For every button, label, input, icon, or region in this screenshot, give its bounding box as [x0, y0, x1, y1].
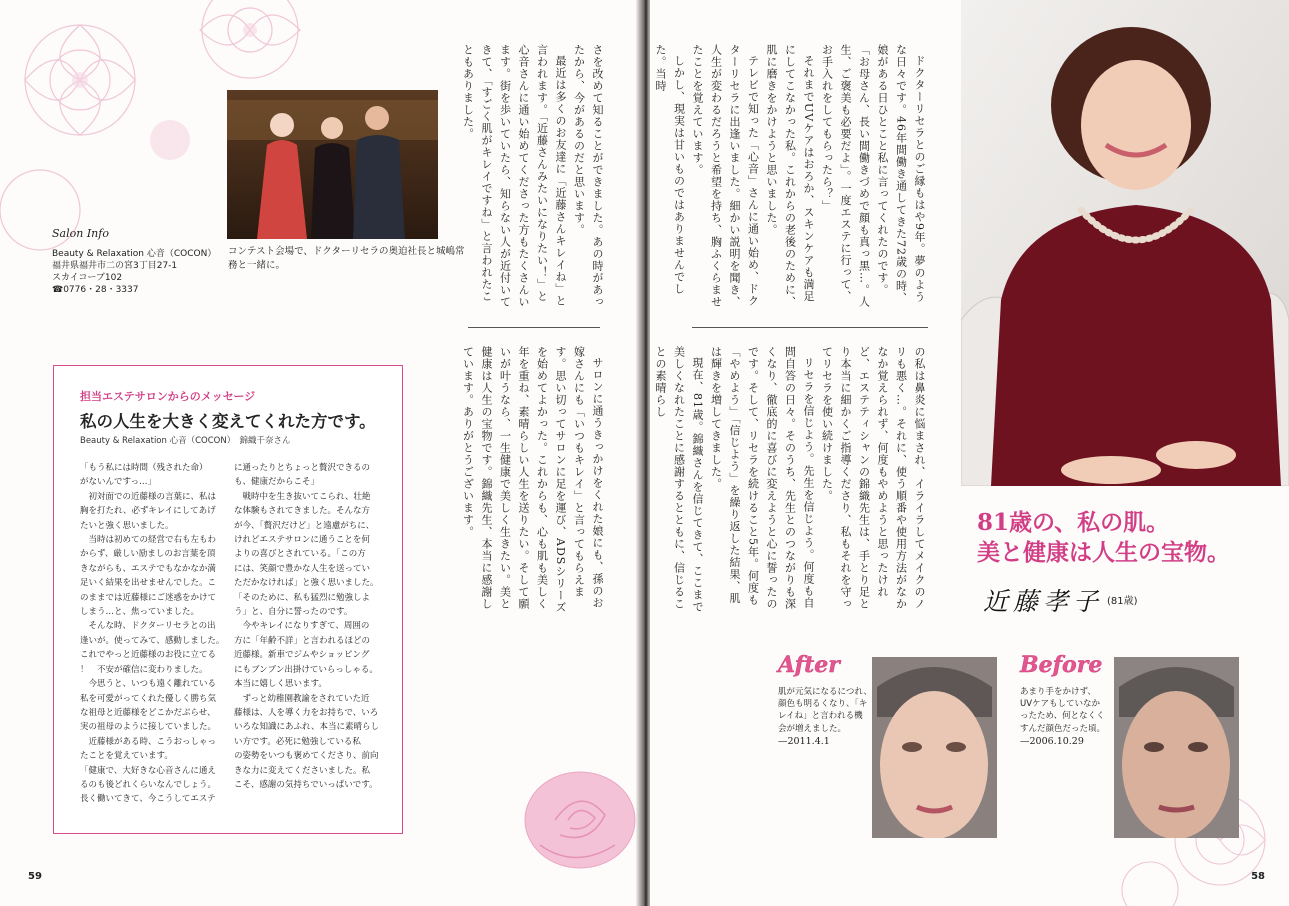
article-paragraph: リセラを信じよう。先生を信じよう。何度も自問自答の日々。そのうち、先生とのつながりも深くなり、徹底的に喜びに変えようと心に誓ったのです。そして、リセラを続けること5年。何度も「やめよう」「信じよう」を繰り返した結果、肌は輝きを増してきました。	[709, 346, 815, 610]
article-column-top-right	[654, 44, 928, 314]
message-line: 胸を打たれ、必ずキレイにしてあげ	[80, 506, 216, 517]
message-column-2	[234, 461, 386, 792]
message-line: には、笑顔で豊かな人生を送ってい	[234, 563, 371, 574]
salon-info	[52, 228, 216, 296]
article-paragraph: の私は鼻炎に悩まされ、イライラしてメイクのノリも悪く…。それに、使う順番や使用方法がなかなか覚えられず、何度もやめようと思ったけれど、エステティシャンの錦織先生は、手とり足とり本当に細かくご指導くださり、私もそれを守ってリセラを使い続けました。	[820, 346, 926, 610]
before-date: —2006.10.29	[1020, 736, 1084, 747]
after-text-line: 会が増えました。	[778, 723, 847, 734]
message-line: 藤様は、人を導く力をお持ちで、いろ	[234, 707, 379, 718]
message-author: Beauty & Relaxation 心音（COCON） 錦織千奈さん	[80, 436, 291, 446]
message-line: たいと強く思いました。	[80, 520, 174, 531]
message-line: も、健康だからこそ」	[234, 477, 320, 488]
message-line: のままでは近藤様にご迷惑をかけて	[80, 592, 217, 603]
column-divider	[692, 327, 928, 328]
contest-group-photo	[227, 90, 438, 239]
article-paragraph: ドクターリセラとのご縁もはや9年。夢のような日々です。46年間働き通してきた72歳の時、娘がある日ひとこと私に言ってくれたのです。「お母さん、長い間働きづめで顔も真っ黒…。人生、ご褒美も必要だよ」。一度エステに行って、お手入れをしてもらったら？」	[820, 44, 926, 308]
message-title: 私の人生を大きく変えてくれた方です。	[80, 412, 376, 431]
message-line: 「そのために、私も猛烈に勉強しよ	[234, 592, 371, 603]
before-face-photo	[1114, 657, 1239, 838]
headline-line: 81歳の、私の肌。	[977, 509, 1170, 536]
age-label: (81歳)	[1107, 596, 1138, 607]
message-line: ずっと幼稚園教諭をされていた近	[242, 693, 370, 704]
message-line: 初対面での近藤様の言葉に、私は	[88, 491, 217, 502]
message-line: い方です。必死に勉強している私	[234, 736, 361, 747]
message-line: な体験もされてきました。そんな方	[234, 506, 371, 517]
message-line: これでやっと近藤様のお役に立てる	[80, 650, 217, 661]
message-line: よりの喜びとされている。「この方	[234, 549, 366, 560]
before-label: Before	[1020, 652, 1103, 678]
message-line: ただかなければ」と強く思いました。	[234, 578, 379, 589]
article-paragraph: 現在、81歳。錦織さんを信じてきて、ここまで美しくなれたことに感謝するとともに、信じることの素晴らし	[654, 346, 704, 613]
salon-message-box	[53, 365, 403, 834]
article-paragraph: それまでUVケアはおろか、スキンケアも満足にしてこなかった私。これからの老後のために、肌に磨きをかけようと思いました。	[765, 44, 815, 308]
left-page	[0, 0, 640, 906]
message-line: るのも後どれくらいなんでしょう。	[80, 779, 217, 790]
article-column-bottom-left	[458, 346, 606, 616]
column-divider	[468, 327, 600, 328]
message-line: 「健康で、大好きな心音さんに通え	[80, 765, 216, 776]
message-line: が今、「贅沢だけど」と遠慮がちに、	[234, 520, 375, 531]
message-line: たことを覚えています。	[80, 751, 173, 762]
message-line: けれどエステサロンに通うことを何	[234, 535, 370, 546]
before-text-line: すんだ顔色だった頃。	[1020, 723, 1106, 734]
after-description	[778, 686, 872, 735]
message-line: 実の祖母のように接していました。	[80, 722, 217, 733]
message-line: しまう…と、焦っていました。	[80, 607, 200, 618]
after-date: —2011.4.1	[778, 736, 830, 747]
before-text-line: UVケアもしていなか	[1020, 699, 1101, 710]
article-paragraph: しかし、現実は甘いものではありませんでした。当時	[654, 44, 686, 295]
before-text-line: あまり手をかけず、	[1020, 687, 1096, 697]
salon-info-line: ☎0776・28・3337	[52, 285, 139, 295]
message-line: う」と、自分に誓ったのです。	[234, 607, 353, 618]
message-line: 近藤様がある時、こうおっしゃっ	[88, 736, 217, 747]
salon-info-line: 福井県福井市二の宮3丁目27-1	[52, 261, 178, 271]
message-line: な祖母と近藤様をどこかだぶらせ、	[80, 707, 216, 718]
message-line: きな力に変えてくださいました。私	[234, 765, 371, 776]
after-face-photo	[872, 657, 997, 838]
message-line: 当時は初めての経営で右も左もわ	[88, 535, 217, 546]
portrait-photo	[961, 0, 1289, 486]
message-line: 今思うと、いつも遠く離れている	[88, 679, 217, 690]
article-paragraph: さを改めて知ることができました。あの時があったから、今があるのだと思います。	[572, 44, 604, 308]
headline-line: 美と健康は人生の宝物。	[977, 539, 1230, 566]
message-line: 本当に嬉しく思います。	[234, 679, 327, 690]
message-line: 逢いが。使ってみて、感動しました。	[80, 635, 225, 646]
article-column-top-left	[458, 44, 606, 314]
photo-caption-line: コンテスト会場で、ドクターリセラの奥迫社長と城嶋常	[228, 246, 465, 257]
message-line: 近藤様。新車でジムやショッピング	[234, 650, 370, 661]
handwritten-signature: 近藤孝子	[983, 587, 1104, 616]
message-line: そんな時、ドクターリセラとの出	[88, 621, 216, 632]
message-line: こそ、感謝の気持ちでいっぱいです。	[234, 779, 378, 790]
message-line: がないんですっ…」	[80, 477, 156, 488]
page-number: 58	[1251, 871, 1265, 882]
message-line: からず、厳しい励ましのお言葉を頂	[80, 549, 216, 560]
message-line: に通ったりとちょっと贅沢できるの	[234, 463, 371, 473]
message-line: 足いく結果を出せませんでした。こ	[80, 578, 217, 589]
headline	[977, 508, 1230, 568]
article-paragraph: 最近は多くのお友達に「近藤さんキレイね」と言われます。「近藤さんみたいになりたい！」と心音さんに通い始めてくださった方もたくさんいます。街を歩いていたら、知らない人が近付いてきて、「すごく肌がキレイですね」と言われたこともありました。	[461, 44, 567, 308]
salon-info-title: Salon Info	[52, 227, 109, 240]
salon-info-line: スカイコーブ102	[52, 273, 123, 283]
after-text-line: レイね」と言われる機	[778, 711, 863, 722]
page-number: 59	[28, 871, 42, 882]
before-text-line: ったため、何となくく	[1020, 711, 1105, 722]
right-page	[650, 0, 1289, 906]
after-text-line: 肌が元気になるにつれ、	[778, 687, 872, 697]
article-paragraph: サロンに通うきっかけをくれた娘にも、孫のお嫁さんにも「いつもキレイ」と言ってもらえます。思い切ってサロンに足を運び、ADSシリーズを始めてよかった。これからも、心も肌も美しく年を重ね、素晴らしい人生を送りたい。そして願いが叶うなら、一生健康で美しく生きたい。美と健康は人生の宝物です。錦織先生、本当に感謝しています。ありがとうございます。	[461, 346, 604, 614]
message-line: にもブンブン出掛けていらっしゃる。	[234, 664, 378, 675]
message-heading: 担当エステサロンからのメッセージ	[80, 390, 256, 403]
message-line: ！ 不安が確信に変わりました。	[80, 664, 208, 675]
after-label: After	[778, 652, 840, 678]
photo-caption-line: 務と一緒に。	[228, 260, 286, 271]
message-line: 戦時中を生き抜いてこられ、壮絶	[242, 491, 371, 502]
message-line: きながらも、エステでもなかなか満	[80, 563, 216, 574]
message-line: 私を可愛がってくれた優しく勝ち気	[80, 693, 217, 704]
rose-icon	[500, 750, 640, 900]
message-line: いろな知識にあふれ、本当に素晴らし	[234, 722, 380, 733]
article-paragraph: テレビで知った「心音」さんに通い始め、ドクターリセラに出逢いました。細かい説明を聞き、人生が変わるだろうと希望を持ち、胸ふくらませたことを覚えています。	[691, 44, 760, 308]
after-text-line: 顔色も明るくなり、「キ	[778, 699, 868, 710]
message-line: 方に「年齢不詳」と言われるほどの	[234, 635, 371, 646]
message-line: 今やキレイになりすぎて、周囲の	[242, 621, 370, 632]
before-description	[1020, 686, 1105, 735]
message-line: 長く働いてきて、今こうしてエステ	[80, 794, 216, 805]
message-line: の姿勢をいつも褒めてくださり、前向	[234, 751, 379, 762]
message-column-1	[80, 461, 230, 807]
message-line: 「もう私には時間（残された命）	[80, 463, 208, 473]
article-column-bottom-right	[654, 346, 928, 616]
salon-info-line: Beauty & Relaxation 心音（COCON）	[52, 249, 217, 259]
